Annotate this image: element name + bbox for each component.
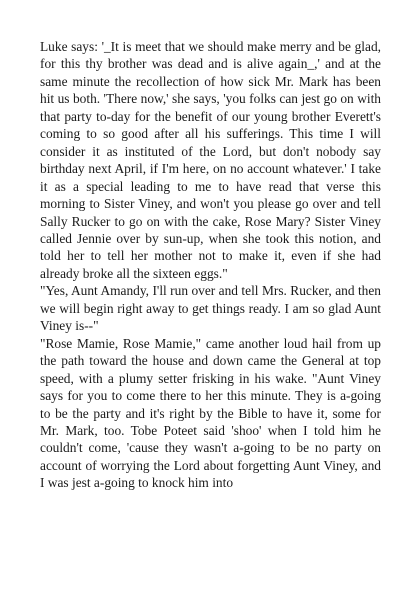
page-text (40, 38, 381, 492)
paragraph-3: "Rose Mamie, Rose Mamie," came another loud hail from up the path toward the house and down came the General at top speed, with a plumy setter frisking in his wake. "Aunt Viney says for you to come there to her this minute. They is a-going to be the party and it's right by the Bible to have it, some for Mr. Mark, too. Tobe Poteet said 'shoo' when I told him he couldn't come, 'cause they wasn't a-going to be no party on account of worrying the Lord about forgetting Aunt Viney, and I was jest a-going to knock him into (40, 335, 381, 491)
paragraph-1: Luke says: '_It is meet that we should make merry and be glad, for this thy brother was dead and is alive again_,' and at the same minute the recollection of how sick Mr. Mark has been hit us both. 'There now,' she says, 'you folks can jest go on with that party to-day for the benefit of our young brother Everett's coming to so good after all his sufferings. This time I will consider it as instituted of the Lord, but don't nobody say birthday next April, if I'm here, on no account whatever.' I take it as a special leading to me to have read that verse this morning to Sister Viney, and won't you please go over and tell Sally Rucker to go on with the cake, Rose Mary? Sister Viney called Jennie over by sun-up, when she took this notion, and told her to tell her mother not to make it, even if she had already broke all the sixteen eggs." (40, 39, 381, 281)
paragraph-2: "Yes, Aunt Amandy, I'll run over and tell Mrs. Rucker, and then we will begin right away to get things ready. I am so glad Aunt Viney is--" (40, 283, 381, 334)
